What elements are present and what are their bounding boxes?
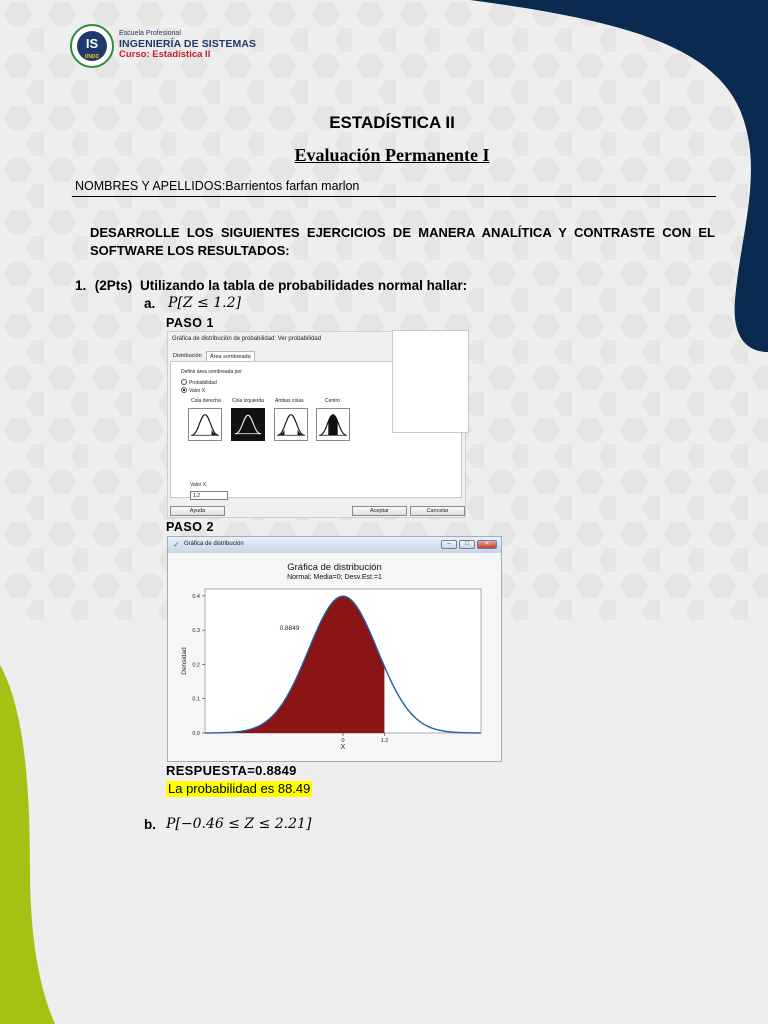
define-label: Definir área sombreada por — [181, 369, 242, 375]
shade-option-label: Centro — [325, 398, 341, 404]
maximize-button[interactable]: □ — [459, 540, 475, 549]
logo-subtext: UNDC — [84, 54, 100, 60]
shade-option-label: Cola izquierda — [232, 398, 264, 404]
right-tail-option[interactable] — [188, 408, 222, 441]
y-axis-label: Densidad — [181, 647, 188, 675]
center-icon — [317, 409, 349, 440]
x-value-label: Valor X: — [190, 482, 208, 488]
question-points: (2Pts) — [94, 278, 133, 293]
x-axis-label: X — [340, 744, 346, 751]
logo-emblem — [77, 31, 107, 61]
both-tails-option[interactable] — [274, 408, 308, 441]
document-title: ESTADÍSTICA II — [329, 113, 455, 132]
radio-selected-icon — [181, 387, 187, 393]
blank-panel — [392, 330, 469, 433]
document-subtitle: Evaluación Permanente I — [294, 145, 490, 165]
shade-option-label: Cola derecha — [191, 398, 221, 404]
shade-option-label: Ambas colas — [275, 398, 304, 404]
y-tick-label: 0.2 — [192, 662, 200, 669]
university-logo — [70, 24, 114, 68]
x-value-input[interactable]: 1.2 — [190, 491, 228, 500]
left-tail-option[interactable] — [231, 408, 265, 441]
step-2-label: PASO 2 — [166, 520, 214, 534]
item-b-label: b. — [144, 817, 156, 832]
area-value-label: 0.8849 — [279, 625, 300, 633]
dialog-title: Gráfica de distribución de probabilidad: Ver probabilidad — [172, 336, 322, 342]
student-underline — [72, 196, 716, 197]
minimize-button[interactable]: – — [441, 540, 457, 549]
help-button[interactable]: Ayuda — [170, 506, 225, 516]
chart-title: Gráfica de distribución — [287, 562, 382, 573]
course-name: Curso: Estadística II — [119, 49, 211, 60]
question-text: Utilizando la tabla de probabilidades normal hallar: — [140, 278, 468, 293]
distribution-graph-window — [167, 536, 502, 762]
chart-subtitle: Normal; Media=0; Desv.Est.=1 — [287, 574, 382, 581]
ok-button[interactable]: Aceptar — [352, 506, 407, 516]
item-a-label: a. — [144, 296, 156, 311]
right-tail-icon — [189, 409, 221, 440]
check-icon: ✓ — [173, 540, 180, 549]
school-label: Escuela Profesional — [119, 30, 181, 37]
normal-distribution-chart — [168, 537, 501, 761]
tab-distribution[interactable]: Distribución — [173, 353, 202, 359]
window-title: Gráfica de distribución — [184, 541, 244, 547]
x-tick-label: 1.2 — [380, 738, 389, 744]
y-tick-label: 0.1 — [192, 696, 200, 703]
left-tail-icon — [233, 410, 263, 439]
item-a-expression: P[Z ≤ 1.2] — [168, 295, 241, 311]
step-1-label: PASO 1 — [166, 316, 214, 330]
cancel-button[interactable]: Cancelar — [410, 506, 465, 516]
both-tails-icon — [275, 409, 307, 440]
center-option[interactable] — [316, 408, 350, 441]
logo-text: IS — [85, 36, 99, 51]
x-tick-label: 0 — [341, 738, 345, 744]
answer-text: RESPUESTA=0.8849 — [166, 763, 297, 778]
student-name-line: NOMBRES Y APELLIDOS:Barrientos farfan marlon — [75, 179, 360, 193]
question-number: 1. — [75, 278, 87, 293]
option-x-value[interactable]: Valor X — [181, 387, 205, 394]
probability-highlight: La probabilidad es 88.49 — [168, 781, 311, 796]
item-b-expression: P[−0.46 ≤ Z ≤ 2.21] — [166, 816, 312, 832]
school-name: INGENIERÍA DE SISTEMAS — [119, 38, 257, 50]
option-probability[interactable]: Probabilidad — [181, 379, 217, 386]
close-button[interactable]: ✕ — [477, 540, 497, 549]
radio-icon — [181, 379, 187, 385]
tab-shaded-area[interactable]: Área sombreada — [206, 351, 255, 362]
y-tick-label: 0.3 — [192, 628, 200, 635]
instructions-text: DESARROLLE LOS SIGUIENTES EJERCICIOS DE MANERA ANALÍTICA Y CONTRASTE CON EL SOFTWARE LOS RESULTADOS: — [90, 225, 715, 258]
y-tick-label: 0.4 — [192, 593, 200, 600]
question-1 — [75, 278, 467, 293]
y-tick-label: 0.0 — [192, 731, 200, 737]
